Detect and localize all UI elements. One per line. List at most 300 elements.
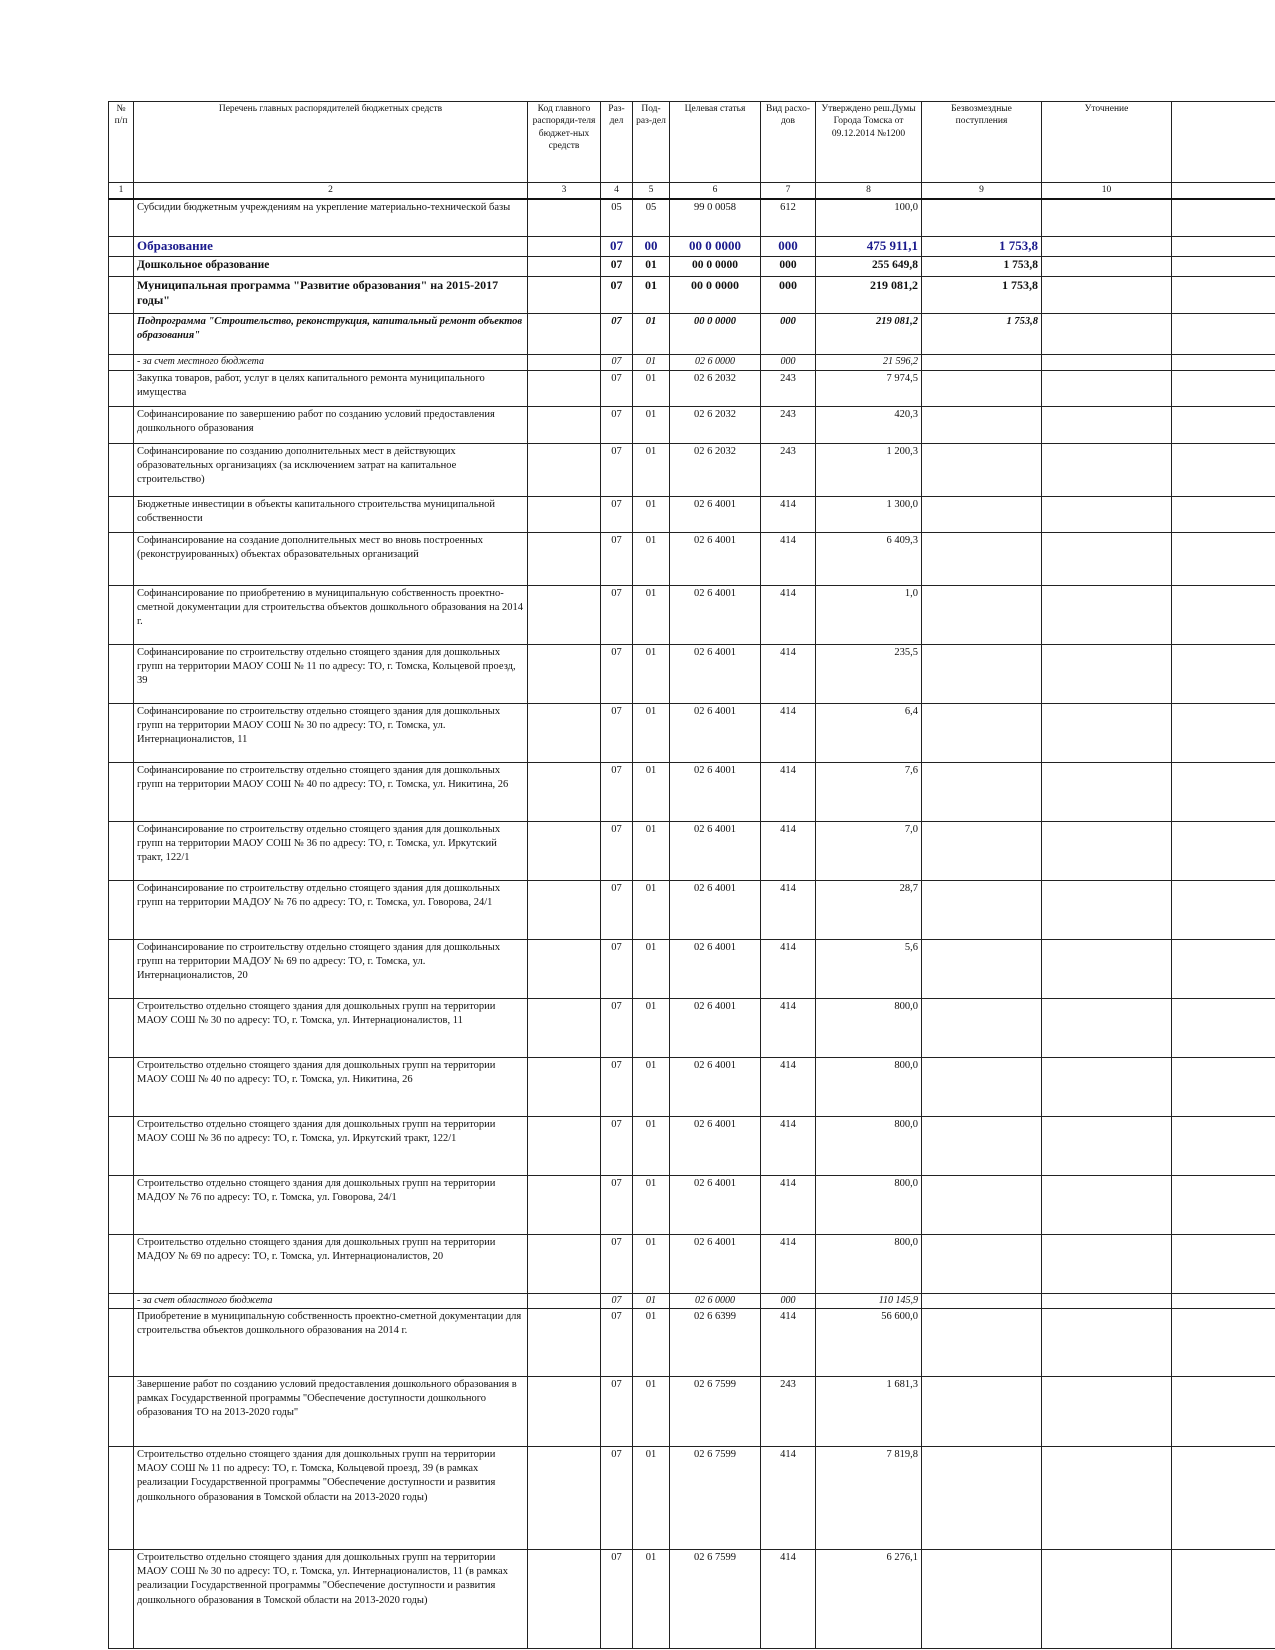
cell-code [528, 314, 601, 355]
header-extra [1172, 102, 1275, 183]
cell-name: - за счет местного бюджета [134, 355, 528, 371]
cell-podrazdel: 01 [633, 277, 670, 314]
cell-razdel: 07 [601, 1117, 633, 1176]
cell-num [109, 1447, 134, 1550]
table-row [109, 497, 1275, 533]
cell-approved: 219 081,2 [816, 314, 922, 355]
cell-vid: 414 [761, 1058, 816, 1117]
cell-name: Софинансирование по строительству отдельно стоящего здания для дошкольных групп на территории МАОУ СОШ № 36 по адресу: ТО, г. Томска, ул. Иркутский тракт, 122/1 [134, 822, 528, 881]
cell-extra [1172, 371, 1275, 407]
cell-name: Дошкольное образование [134, 257, 528, 277]
cell-name: Софинансирование по созданию дополнительных мест в действующих образовательных организациях (за исключением затрат на капитальное строительство) [134, 444, 528, 497]
cell-free [922, 1294, 1042, 1309]
cell-clarify [1042, 1294, 1172, 1309]
col-number: 10 [1042, 183, 1172, 200]
cell-razdel: 07 [601, 586, 633, 645]
cell-approved: 1 681,3 [816, 1377, 922, 1447]
cell-vid: 414 [761, 1309, 816, 1377]
cell-num [109, 763, 134, 822]
cell-extra [1172, 1058, 1275, 1117]
header-free: Безвозмездные поступления [922, 102, 1042, 183]
cell-code [528, 1294, 601, 1309]
cell-razdel: 07 [601, 1447, 633, 1550]
cell-num [109, 1176, 134, 1235]
table-row [109, 763, 1275, 822]
cell-podrazdel: 01 [633, 1550, 670, 1649]
cell-num [109, 257, 134, 277]
cell-razdel: 07 [601, 881, 633, 940]
cell-vid: 414 [761, 940, 816, 999]
cell-extra [1172, 1294, 1275, 1309]
cell-name: Софинансирование по строительству отдельно стоящего здания для дошкольных групп на территории МАОУ СОШ № 30 по адресу: ТО, г. Томска, ул. Интернационалистов, 11 [134, 704, 528, 763]
cell-vid: 000 [761, 257, 816, 277]
table-row [109, 1447, 1275, 1550]
cell-target: 02 6 4001 [670, 881, 761, 940]
table-body [109, 199, 1275, 1649]
cell-approved: 1 200,3 [816, 444, 922, 497]
cell-vid: 414 [761, 1447, 816, 1550]
cell-free [922, 355, 1042, 371]
table-row [109, 257, 1275, 277]
cell-target: 02 6 6399 [670, 1309, 761, 1377]
cell-clarify [1042, 1235, 1172, 1294]
col-number: 6 [670, 183, 761, 200]
cell-podrazdel: 01 [633, 314, 670, 355]
header-clarify: Уточнение [1042, 102, 1172, 183]
cell-num [109, 1235, 134, 1294]
cell-clarify [1042, 444, 1172, 497]
table-row [109, 277, 1275, 314]
cell-target: 02 6 4001 [670, 533, 761, 586]
cell-extra [1172, 645, 1275, 704]
cell-num [109, 314, 134, 355]
cell-approved: 255 649,8 [816, 257, 922, 277]
cell-clarify [1042, 371, 1172, 407]
cell-num [109, 407, 134, 444]
table-row [109, 586, 1275, 645]
header-razdel: Раз-дел [601, 102, 633, 183]
cell-vid: 000 [761, 237, 816, 257]
cell-vid: 414 [761, 763, 816, 822]
cell-razdel: 07 [601, 1550, 633, 1649]
table-row [109, 444, 1275, 497]
cell-name: - за счет областного бюджета [134, 1294, 528, 1309]
cell-razdel: 07 [601, 1377, 633, 1447]
cell-extra [1172, 407, 1275, 444]
cell-target: 02 6 0000 [670, 1294, 761, 1309]
cell-code [528, 1176, 601, 1235]
cell-target: 00 0 0000 [670, 257, 761, 277]
table-row [109, 314, 1275, 355]
cell-podrazdel: 01 [633, 1309, 670, 1377]
cell-extra [1172, 1550, 1275, 1649]
cell-extra [1172, 822, 1275, 881]
cell-code [528, 371, 601, 407]
cell-free [922, 940, 1042, 999]
table-row [109, 822, 1275, 881]
cell-name: Бюджетные инвестиции в объекты капитального строительства муниципальной собственности [134, 497, 528, 533]
col-number: 7 [761, 183, 816, 200]
cell-vid: 612 [761, 199, 816, 237]
cell-approved: 21 596,2 [816, 355, 922, 371]
cell-podrazdel: 01 [633, 704, 670, 763]
cell-approved: 100,0 [816, 199, 922, 237]
table-row [109, 355, 1275, 371]
cell-approved: 28,7 [816, 881, 922, 940]
table-row [109, 645, 1275, 704]
cell-podrazdel: 01 [633, 763, 670, 822]
cell-name: Строительство отдельно стоящего здания для дошкольных групп на территории МАОУ СОШ № 30 по адресу: ТО, г. Томска, ул. Интернационалистов, 11 [134, 999, 528, 1058]
cell-podrazdel: 01 [633, 407, 670, 444]
cell-code [528, 533, 601, 586]
cell-extra [1172, 763, 1275, 822]
cell-name: Приобретение в муниципальную собственность проектно-сметной документации для строительства объектов дошкольного образования на 2014 г. [134, 1309, 528, 1377]
cell-code [528, 881, 601, 940]
cell-extra [1172, 940, 1275, 999]
header-vid: Вид расхо-дов [761, 102, 816, 183]
cell-podrazdel: 01 [633, 822, 670, 881]
cell-vid: 243 [761, 1377, 816, 1447]
cell-clarify [1042, 277, 1172, 314]
cell-code [528, 1447, 601, 1550]
cell-clarify [1042, 533, 1172, 586]
cell-code [528, 1058, 601, 1117]
cell-free [922, 1176, 1042, 1235]
cell-free [922, 1309, 1042, 1377]
cell-vid: 414 [761, 1176, 816, 1235]
cell-podrazdel: 01 [633, 586, 670, 645]
table-row [109, 1377, 1275, 1447]
cell-free [922, 1235, 1042, 1294]
cell-target: 02 6 2032 [670, 407, 761, 444]
cell-name: Строительство отдельно стоящего здания для дошкольных групп на территории МАОУ СОШ № 11 по адресу: ТО, г. Томска, Кольцевой проезд, 39 (в рамках реализации Государственной программы "Обеспечение доступности и развития дошкольного образования в Томской области на 2013-2020 годы) [134, 1447, 528, 1550]
table-row [109, 704, 1275, 763]
cell-vid: 000 [761, 277, 816, 314]
cell-free [922, 1550, 1042, 1649]
table-row [109, 1550, 1275, 1649]
cell-code [528, 407, 601, 444]
cell-approved: 420,3 [816, 407, 922, 444]
cell-free [922, 586, 1042, 645]
cell-name: Софинансирование по строительству отдельно стоящего здания для дошкольных групп на территории МАОУ СОШ № 11 по адресу: ТО, г. Томска, Кольцевой проезд, 39 [134, 645, 528, 704]
cell-free [922, 1377, 1042, 1447]
cell-clarify [1042, 940, 1172, 999]
cell-free [922, 999, 1042, 1058]
cell-code [528, 199, 601, 237]
cell-target: 02 6 4001 [670, 586, 761, 645]
table-row [109, 533, 1275, 586]
cell-target: 02 6 2032 [670, 371, 761, 407]
cell-extra [1172, 1309, 1275, 1377]
budget-table-page [108, 101, 1275, 1649]
table-row [109, 1058, 1275, 1117]
cell-approved: 6,4 [816, 704, 922, 763]
cell-free [922, 1058, 1042, 1117]
cell-free [922, 1117, 1042, 1176]
cell-name: Завершение работ по созданию условий предоставления дошкольного образования в рамках Государственной программы "Обеспечение доступности дошкольного образования ТО на 2013-2020 годы" [134, 1377, 528, 1447]
cell-target: 02 6 4001 [670, 645, 761, 704]
cell-num [109, 1117, 134, 1176]
cell-vid: 414 [761, 999, 816, 1058]
cell-name: Софинансирование по приобретению в муниципальную собственность проектно-сметной документации для строительства объектов дошкольного образования на 2014 г. [134, 586, 528, 645]
cell-clarify [1042, 881, 1172, 940]
cell-clarify [1042, 704, 1172, 763]
cell-code [528, 355, 601, 371]
cell-name: Строительство отдельно стоящего здания для дошкольных групп на территории МАОУ СОШ № 30 по адресу: ТО, г. Томска, ул. Интернационалистов, 11 (в рамках реализации Государственной программы "Обеспечение доступности и развития дошкольного образования в Томской области на 2013-2020 годы) [134, 1550, 528, 1649]
cell-vid: 000 [761, 1294, 816, 1309]
col-number: 3 [528, 183, 601, 200]
cell-podrazdel: 01 [633, 940, 670, 999]
cell-target: 02 6 4001 [670, 999, 761, 1058]
cell-num [109, 497, 134, 533]
cell-target: 02 6 4001 [670, 1176, 761, 1235]
budget-table [108, 101, 1275, 1649]
cell-target: 02 6 7599 [670, 1377, 761, 1447]
table-row [109, 407, 1275, 444]
cell-num [109, 533, 134, 586]
cell-free [922, 497, 1042, 533]
cell-num [109, 199, 134, 237]
cell-razdel: 07 [601, 704, 633, 763]
cell-target: 02 6 4001 [670, 1235, 761, 1294]
header-name: Перечень главных распорядителей бюджетных средств [134, 102, 528, 183]
cell-extra [1172, 237, 1275, 257]
cell-num [109, 355, 134, 371]
cell-podrazdel: 01 [633, 645, 670, 704]
cell-approved: 7,0 [816, 822, 922, 881]
cell-code [528, 645, 601, 704]
cell-podrazdel: 01 [633, 1117, 670, 1176]
cell-target: 02 6 4001 [670, 940, 761, 999]
cell-code [528, 586, 601, 645]
cell-extra [1172, 1176, 1275, 1235]
cell-free: 1 753,8 [922, 237, 1042, 257]
cell-podrazdel: 01 [633, 444, 670, 497]
cell-name: Закупка товаров, работ, услуг в целях капитального ремонта муниципального имущества [134, 371, 528, 407]
cell-num [109, 371, 134, 407]
table-row [109, 1117, 1275, 1176]
cell-num [109, 881, 134, 940]
table-row [109, 999, 1275, 1058]
cell-razdel: 07 [601, 645, 633, 704]
cell-extra [1172, 277, 1275, 314]
cell-podrazdel: 01 [633, 497, 670, 533]
cell-free [922, 645, 1042, 704]
cell-free: 1 753,8 [922, 257, 1042, 277]
cell-vid: 414 [761, 881, 816, 940]
table-row [109, 1309, 1275, 1377]
cell-podrazdel: 05 [633, 199, 670, 237]
cell-clarify [1042, 1117, 1172, 1176]
cell-approved: 219 081,2 [816, 277, 922, 314]
cell-razdel: 07 [601, 822, 633, 881]
cell-podrazdel: 01 [633, 355, 670, 371]
cell-code [528, 277, 601, 314]
col-number: 5 [633, 183, 670, 200]
cell-name: Строительство отдельно стоящего здания для дошкольных групп на территории МАДОУ № 76 по адресу: ТО, г. Томска, ул. Говорова, 24/1 [134, 1176, 528, 1235]
cell-clarify [1042, 822, 1172, 881]
cell-razdel: 07 [601, 277, 633, 314]
cell-target: 00 0 0000 [670, 277, 761, 314]
cell-podrazdel: 01 [633, 1377, 670, 1447]
cell-vid: 414 [761, 1550, 816, 1649]
cell-target: 02 6 7599 [670, 1550, 761, 1649]
cell-approved: 6 276,1 [816, 1550, 922, 1649]
cell-extra [1172, 586, 1275, 645]
cell-name: Софинансирование по строительству отдельно стоящего здания для дошкольных групп на территории МАОУ СОШ № 40 по адресу: ТО, г. Томска, ул. Никитина, 26 [134, 763, 528, 822]
cell-clarify [1042, 407, 1172, 444]
cell-code [528, 1377, 601, 1447]
cell-num [109, 1377, 134, 1447]
cell-clarify [1042, 1058, 1172, 1117]
cell-extra [1172, 257, 1275, 277]
cell-approved: 800,0 [816, 1176, 922, 1235]
cell-extra [1172, 533, 1275, 586]
cell-razdel: 07 [601, 763, 633, 822]
cell-podrazdel: 01 [633, 1058, 670, 1117]
cell-approved: 7 974,5 [816, 371, 922, 407]
cell-name: Софинансирование по строительству отдельно стоящего здания для дошкольных групп на территории МАДОУ № 69 по адресу: ТО, г. Томска, ул. Интернационалистов, 20 [134, 940, 528, 999]
cell-free: 1 753,8 [922, 314, 1042, 355]
cell-vid: 000 [761, 314, 816, 355]
cell-name: Муниципальная программа "Развитие образования" на 2015-2017 годы" [134, 277, 528, 314]
cell-name: Образование [134, 237, 528, 257]
cell-approved: 5,6 [816, 940, 922, 999]
cell-podrazdel: 01 [633, 1235, 670, 1294]
cell-num [109, 586, 134, 645]
cell-code [528, 497, 601, 533]
cell-podrazdel: 01 [633, 257, 670, 277]
cell-vid: 243 [761, 371, 816, 407]
cell-code [528, 822, 601, 881]
cell-vid: 243 [761, 444, 816, 497]
cell-free [922, 371, 1042, 407]
col-number: 8 [816, 183, 922, 200]
cell-name: Софинансирование на создание дополнительных мест во вновь построенных (реконструированных) объектах образовательных организаций [134, 533, 528, 586]
cell-approved: 7,6 [816, 763, 922, 822]
cell-razdel: 05 [601, 199, 633, 237]
cell-vid: 414 [761, 586, 816, 645]
cell-extra [1172, 199, 1275, 237]
header-target: Целевая статья [670, 102, 761, 183]
cell-razdel: 07 [601, 1176, 633, 1235]
cell-clarify [1042, 1447, 1172, 1550]
cell-approved: 800,0 [816, 1117, 922, 1176]
cell-razdel: 07 [601, 355, 633, 371]
cell-extra [1172, 1377, 1275, 1447]
cell-clarify [1042, 355, 1172, 371]
col-number: 4 [601, 183, 633, 200]
cell-code [528, 1309, 601, 1377]
cell-extra [1172, 999, 1275, 1058]
cell-approved: 800,0 [816, 1058, 922, 1117]
table-row [109, 371, 1275, 407]
cell-code [528, 999, 601, 1058]
cell-podrazdel: 01 [633, 1176, 670, 1235]
cell-code [528, 940, 601, 999]
cell-razdel: 07 [601, 444, 633, 497]
cell-podrazdel: 01 [633, 881, 670, 940]
cell-free: 1 753,8 [922, 277, 1042, 314]
cell-razdel: 07 [601, 237, 633, 257]
cell-razdel: 07 [601, 940, 633, 999]
table-row [109, 237, 1275, 257]
cell-razdel: 07 [601, 533, 633, 586]
cell-name: Субсидии бюджетным учреждениям на укрепление материально-технической базы [134, 199, 528, 237]
column-number-row [109, 183, 1275, 200]
table-row [109, 199, 1275, 237]
cell-target: 00 0 0000 [670, 237, 761, 257]
cell-free [922, 881, 1042, 940]
cell-vid: 414 [761, 645, 816, 704]
cell-free [922, 533, 1042, 586]
cell-target: 02 6 4001 [670, 704, 761, 763]
cell-vid: 414 [761, 822, 816, 881]
cell-clarify [1042, 1377, 1172, 1447]
cell-podrazdel: 01 [633, 999, 670, 1058]
cell-code [528, 444, 601, 497]
header-num: № п/п [109, 102, 134, 183]
col-number: 2 [134, 183, 528, 200]
cell-approved: 56 600,0 [816, 1309, 922, 1377]
cell-podrazdel: 01 [633, 371, 670, 407]
cell-razdel: 07 [601, 497, 633, 533]
cell-name: Строительство отдельно стоящего здания для дошкольных групп на территории МАДОУ № 69 по адресу: ТО, г. Томска, ул. Интернационалистов, 20 [134, 1235, 528, 1294]
cell-approved: 800,0 [816, 999, 922, 1058]
table-row [109, 940, 1275, 999]
cell-num [109, 822, 134, 881]
cell-code [528, 1235, 601, 1294]
cell-razdel: 07 [601, 314, 633, 355]
cell-free [922, 704, 1042, 763]
cell-extra [1172, 1235, 1275, 1294]
cell-target: 02 6 4001 [670, 1117, 761, 1176]
cell-extra [1172, 704, 1275, 763]
cell-free [922, 407, 1042, 444]
cell-approved: 6 409,3 [816, 533, 922, 586]
cell-extra [1172, 497, 1275, 533]
cell-clarify [1042, 1176, 1172, 1235]
col-number: 1 [109, 183, 134, 200]
cell-free [922, 763, 1042, 822]
header-code: Код главного распоряди-теля бюджет-ных средств [528, 102, 601, 183]
cell-podrazdel: 01 [633, 1294, 670, 1309]
cell-clarify [1042, 1309, 1172, 1377]
cell-vid: 243 [761, 407, 816, 444]
cell-approved: 7 819,8 [816, 1447, 922, 1550]
cell-vid: 414 [761, 1235, 816, 1294]
table-row [109, 1294, 1275, 1309]
cell-podrazdel: 01 [633, 1447, 670, 1550]
cell-extra [1172, 314, 1275, 355]
cell-extra [1172, 444, 1275, 497]
cell-target: 02 6 4001 [670, 1058, 761, 1117]
cell-num [109, 999, 134, 1058]
cell-code [528, 704, 601, 763]
table-header-row [109, 102, 1275, 183]
cell-target: 02 6 7599 [670, 1447, 761, 1550]
cell-razdel: 07 [601, 1235, 633, 1294]
cell-num [109, 444, 134, 497]
cell-num [109, 237, 134, 257]
cell-free [922, 199, 1042, 237]
cell-razdel: 07 [601, 1294, 633, 1309]
cell-num [109, 1550, 134, 1649]
cell-razdel: 07 [601, 1058, 633, 1117]
cell-clarify [1042, 645, 1172, 704]
cell-target: 00 0 0000 [670, 314, 761, 355]
cell-approved: 1 300,0 [816, 497, 922, 533]
